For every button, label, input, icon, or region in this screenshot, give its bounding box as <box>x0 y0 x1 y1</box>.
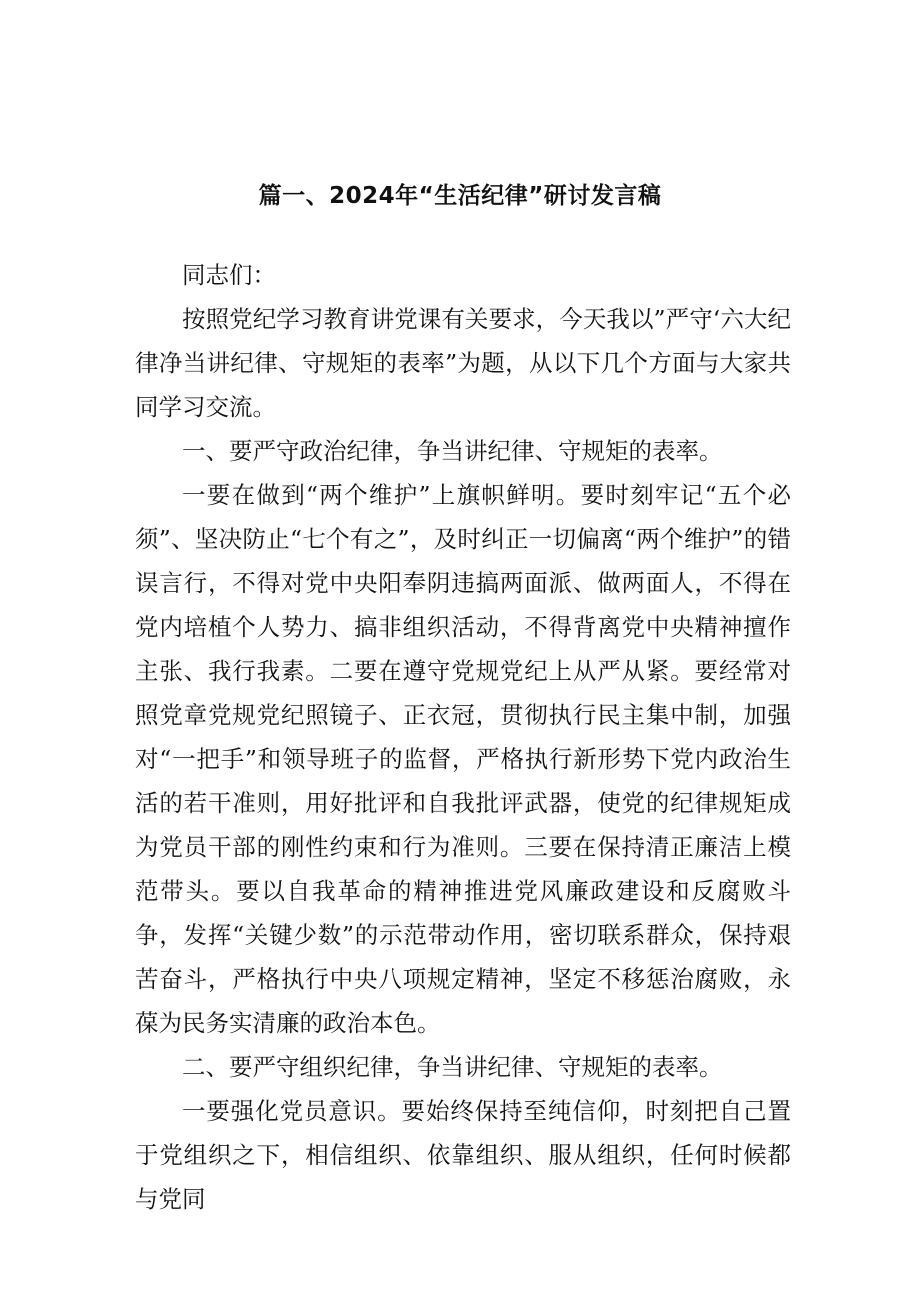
document-title: 篇一、2024年“生活纪律”研讨发言稿 <box>258 183 662 209</box>
paragraph-organizational: 一要强化党员意识。要始终保持至纯信仰，时刻把自己置于党组织之下，相信组织、依靠组织、服从组织，任何时候都与党同 <box>135 1097 791 1213</box>
greeting: 同志们： <box>182 261 276 289</box>
paragraph-intro: 按照党纪学习教育讲党课有关要求，今天我以”严守‘六大纪律净当讲纪律、守规矩的表率”为题，从以下几个方面与大家共同学习交流。 <box>135 305 791 421</box>
document-body <box>135 253 791 1221</box>
section-heading-political: 一、要严守政治纪律，争当讲纪律、守规矩的表率。 <box>182 437 723 465</box>
section-heading-organizational: 二、要严守组织纪律，争当讲纪律、守规矩的表率。 <box>182 1053 723 1081</box>
paragraph-political: 一要在做到“两个维护”上旗帜鲜明。要时刻牢记“五个必须”、坚决防止“七个有之”，及时纠正一切偏离“两个维护”的错误言行，不得对党中央阳奉阴违搞两面派、做两面人，不得在党内培植个人势力、搞非组织活动，不得背离党中央精神擅作主张、我行我素。二要在遵守党规党纪上从严从紧。要经常对照党章党规党纪照镜子、正衣冠，贯彻执行民主集中制，加强对“一把手”和领导班子的监督，严格执行新形势下党内政治生活的若干准则，用好批评和自我批评武器，使党的纪律规矩成为党员干部的刚性约束和行为准则。三要在保持清正廉洁上模范带头。要以自我革命的精神推进党风廉政建设和反腐败斗争，发挥“关键少数”的示范带动作用，密切联系群众，保持艰苦奋斗，严格执行中央八项规定精神，坚定不移惩治腐败，永葆为民务实清廉的政治本色。 <box>135 481 791 1037</box>
